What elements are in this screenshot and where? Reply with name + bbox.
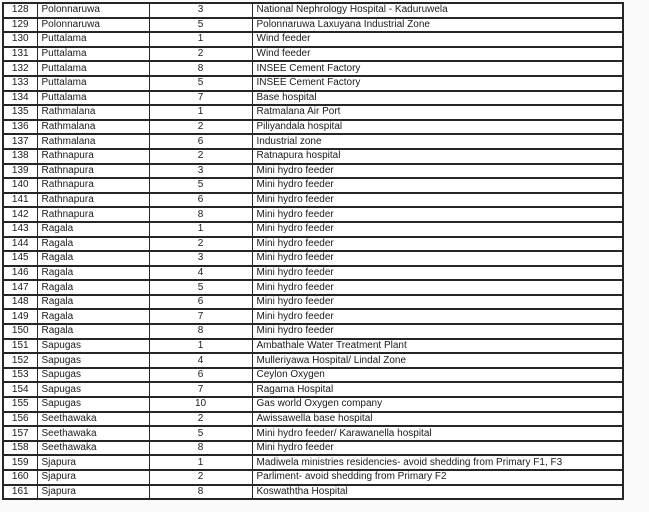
cell-feeder-number: 5 [149,178,252,193]
cell-location: Puttalama [37,47,149,62]
cell-row-number: 156 [3,412,37,427]
table-row [3,164,623,179]
cell-description: Mini hydro feeder [252,266,623,281]
cell-location: Sapugas [37,339,149,354]
cell-description: Mini hydro feeder [252,295,623,310]
cell-feeder-number: 8 [149,207,252,222]
table-row [3,178,623,193]
table-row [3,134,623,149]
cell-feeder-number: 2 [149,237,252,252]
cell-location: Sapugas [37,397,149,412]
cell-location: Seethawaka [37,441,149,456]
table-row [3,237,623,252]
table-row [3,120,623,135]
cell-location: Rathmalana [37,120,149,135]
cell-location: Rathnapura [37,178,149,193]
cell-description: National Nephrology Hospital - Kaduruwela [252,3,623,18]
cell-row-number: 145 [3,251,37,266]
table-row [3,339,623,354]
table-row [3,455,623,470]
cell-location: Rathmalana [37,105,149,120]
cell-feeder-number: 1 [149,339,252,354]
cell-description: Mini hydro feeder [252,178,623,193]
cell-feeder-number: 8 [149,61,252,76]
cell-location: Sjapura [37,455,149,470]
cell-row-number: 140 [3,178,37,193]
table-row [3,412,623,427]
cell-location: Sjapura [37,485,149,500]
cell-row-number: 129 [3,18,37,33]
cell-description: Mini hydro feeder/ Karawanella hospital [252,426,623,441]
table-row [3,3,623,18]
cell-feeder-number: 6 [149,134,252,149]
cell-feeder-number: 4 [149,266,252,281]
cell-location: Ragala [37,222,149,237]
cell-feeder-number: 8 [149,485,252,500]
cell-feeder-number: 6 [149,193,252,208]
cell-location: Rathnapura [37,149,149,164]
cell-location: Rathnapura [37,164,149,179]
cell-description: Mini hydro feeder [252,237,623,252]
cell-feeder-number: 7 [149,91,252,106]
cell-row-number: 138 [3,149,37,164]
cell-row-number: 128 [3,3,37,18]
cell-row-number: 160 [3,470,37,485]
table-row [3,309,623,324]
cell-feeder-number: 8 [149,324,252,339]
cell-row-number: 141 [3,193,37,208]
table-row [3,61,623,76]
cell-row-number: 139 [3,164,37,179]
cell-location: Ragala [37,280,149,295]
cell-feeder-number: 7 [149,382,252,397]
cell-description: Ratmalana Air Port [252,105,623,120]
cell-location: Ragala [37,324,149,339]
table-row [3,426,623,441]
table-row [3,382,623,397]
cell-feeder-number: 5 [149,18,252,33]
cell-feeder-number: 2 [149,120,252,135]
table-row [3,280,623,295]
table-row [3,32,623,47]
cell-description: Mini hydro feeder [252,309,623,324]
cell-location: Ragala [37,309,149,324]
table-row [3,266,623,281]
cell-feeder-number: 4 [149,353,252,368]
cell-description: Madiwela ministries residencies- avoid shedding from Primary F1, F3 [252,455,623,470]
cell-row-number: 157 [3,426,37,441]
table-row [3,397,623,412]
cell-feeder-number: 1 [149,105,252,120]
cell-location: Puttalama [37,91,149,106]
cell-description: INSEE Cement Factory [252,61,623,76]
table-body [3,3,623,499]
cell-feeder-number: 5 [149,76,252,91]
cell-feeder-number: 3 [149,3,252,18]
cell-description: Awissawella base hospital [252,412,623,427]
cell-description: Mini hydro feeder [252,324,623,339]
cell-row-number: 134 [3,91,37,106]
table-row [3,18,623,33]
cell-feeder-number: 6 [149,368,252,383]
cell-row-number: 154 [3,382,37,397]
cell-row-number: 152 [3,353,37,368]
table-row [3,207,623,222]
cell-row-number: 131 [3,47,37,62]
cell-location: Seethawaka [37,426,149,441]
cell-location: Seethawaka [37,412,149,427]
cell-description: Wind feeder [252,47,623,62]
table-row [3,149,623,164]
cell-feeder-number: 1 [149,32,252,47]
table-row [3,441,623,456]
cell-description: Gas world Oxygen company [252,397,623,412]
table-row [3,295,623,310]
cell-row-number: 161 [3,485,37,500]
cell-description: INSEE Cement Factory [252,76,623,91]
cell-location: Sapugas [37,368,149,383]
feeder-exemption-table [2,2,624,500]
cell-row-number: 150 [3,324,37,339]
cell-feeder-number: 2 [149,47,252,62]
cell-description: Mini hydro feeder [252,280,623,295]
cell-description: Mini hydro feeder [252,222,623,237]
table-row [3,470,623,485]
cell-row-number: 136 [3,120,37,135]
cell-feeder-number: 5 [149,280,252,295]
table-row [3,324,623,339]
cell-description: Wind feeder [252,32,623,47]
cell-row-number: 132 [3,61,37,76]
cell-location: Puttalama [37,32,149,47]
cell-feeder-number: 3 [149,164,252,179]
cell-location: Rathmalana [37,134,149,149]
table-row [3,91,623,106]
cell-row-number: 146 [3,266,37,281]
cell-row-number: 149 [3,309,37,324]
cell-location: Sapugas [37,382,149,397]
cell-feeder-number: 1 [149,455,252,470]
cell-location: Sapugas [37,353,149,368]
cell-description: Mini hydro feeder [252,441,623,456]
table-row [3,353,623,368]
cell-description: Mulleriyawa Hospital/ Lindal Zone [252,353,623,368]
cell-row-number: 135 [3,105,37,120]
cell-feeder-number: 10 [149,397,252,412]
table-row [3,485,623,500]
cell-description: Mini hydro feeder [252,251,623,266]
cell-description: Industrial zone [252,134,623,149]
cell-location: Polonnaruwa [37,3,149,18]
cell-description: Parliment- avoid shedding from Primary F2 [252,470,623,485]
cell-description: Mini hydro feeder [252,193,623,208]
cell-description: Mini hydro feeder [252,207,623,222]
cell-location: Puttalama [37,76,149,91]
cell-row-number: 159 [3,455,37,470]
cell-feeder-number: 3 [149,251,252,266]
cell-description: Piliyandala hospital [252,120,623,135]
cell-row-number: 153 [3,368,37,383]
cell-description: Ambathale Water Treatment Plant [252,339,623,354]
cell-row-number: 142 [3,207,37,222]
table-row [3,105,623,120]
cell-row-number: 133 [3,76,37,91]
cell-feeder-number: 6 [149,295,252,310]
cell-feeder-number: 5 [149,426,252,441]
cell-description: Polonnaruwa Laxuyana Industrial Zone [252,18,623,33]
cell-description: Koswaththa Hospital [252,485,623,500]
cell-location: Ragala [37,237,149,252]
cell-row-number: 147 [3,280,37,295]
cell-description: Mini hydro feeder [252,164,623,179]
table-row [3,47,623,62]
cell-feeder-number: 2 [149,412,252,427]
table-row [3,222,623,237]
cell-row-number: 144 [3,237,37,252]
cell-row-number: 143 [3,222,37,237]
cell-row-number: 130 [3,32,37,47]
cell-description: Base hospital [252,91,623,106]
cell-feeder-number: 7 [149,309,252,324]
cell-location: Puttalama [37,61,149,76]
cell-location: Ragala [37,295,149,310]
cell-description: Ceylon Oxygen [252,368,623,383]
cell-row-number: 155 [3,397,37,412]
cell-location: Rathnapura [37,207,149,222]
table-row [3,368,623,383]
cell-row-number: 137 [3,134,37,149]
cell-description: Ragama Hospital [252,382,623,397]
table-row [3,76,623,91]
cell-location: Rathnapura [37,193,149,208]
cell-feeder-number: 1 [149,222,252,237]
cell-description: Ratnapura hospital [252,149,623,164]
cell-location: Ragala [37,266,149,281]
cell-feeder-number: 8 [149,441,252,456]
table-row [3,251,623,266]
cell-location: Polonnaruwa [37,18,149,33]
cell-row-number: 148 [3,295,37,310]
cell-row-number: 158 [3,441,37,456]
cell-feeder-number: 2 [149,149,252,164]
cell-feeder-number: 2 [149,470,252,485]
cell-location: Ragala [37,251,149,266]
cell-row-number: 151 [3,339,37,354]
table-row [3,193,623,208]
cell-location: Sjapura [37,470,149,485]
